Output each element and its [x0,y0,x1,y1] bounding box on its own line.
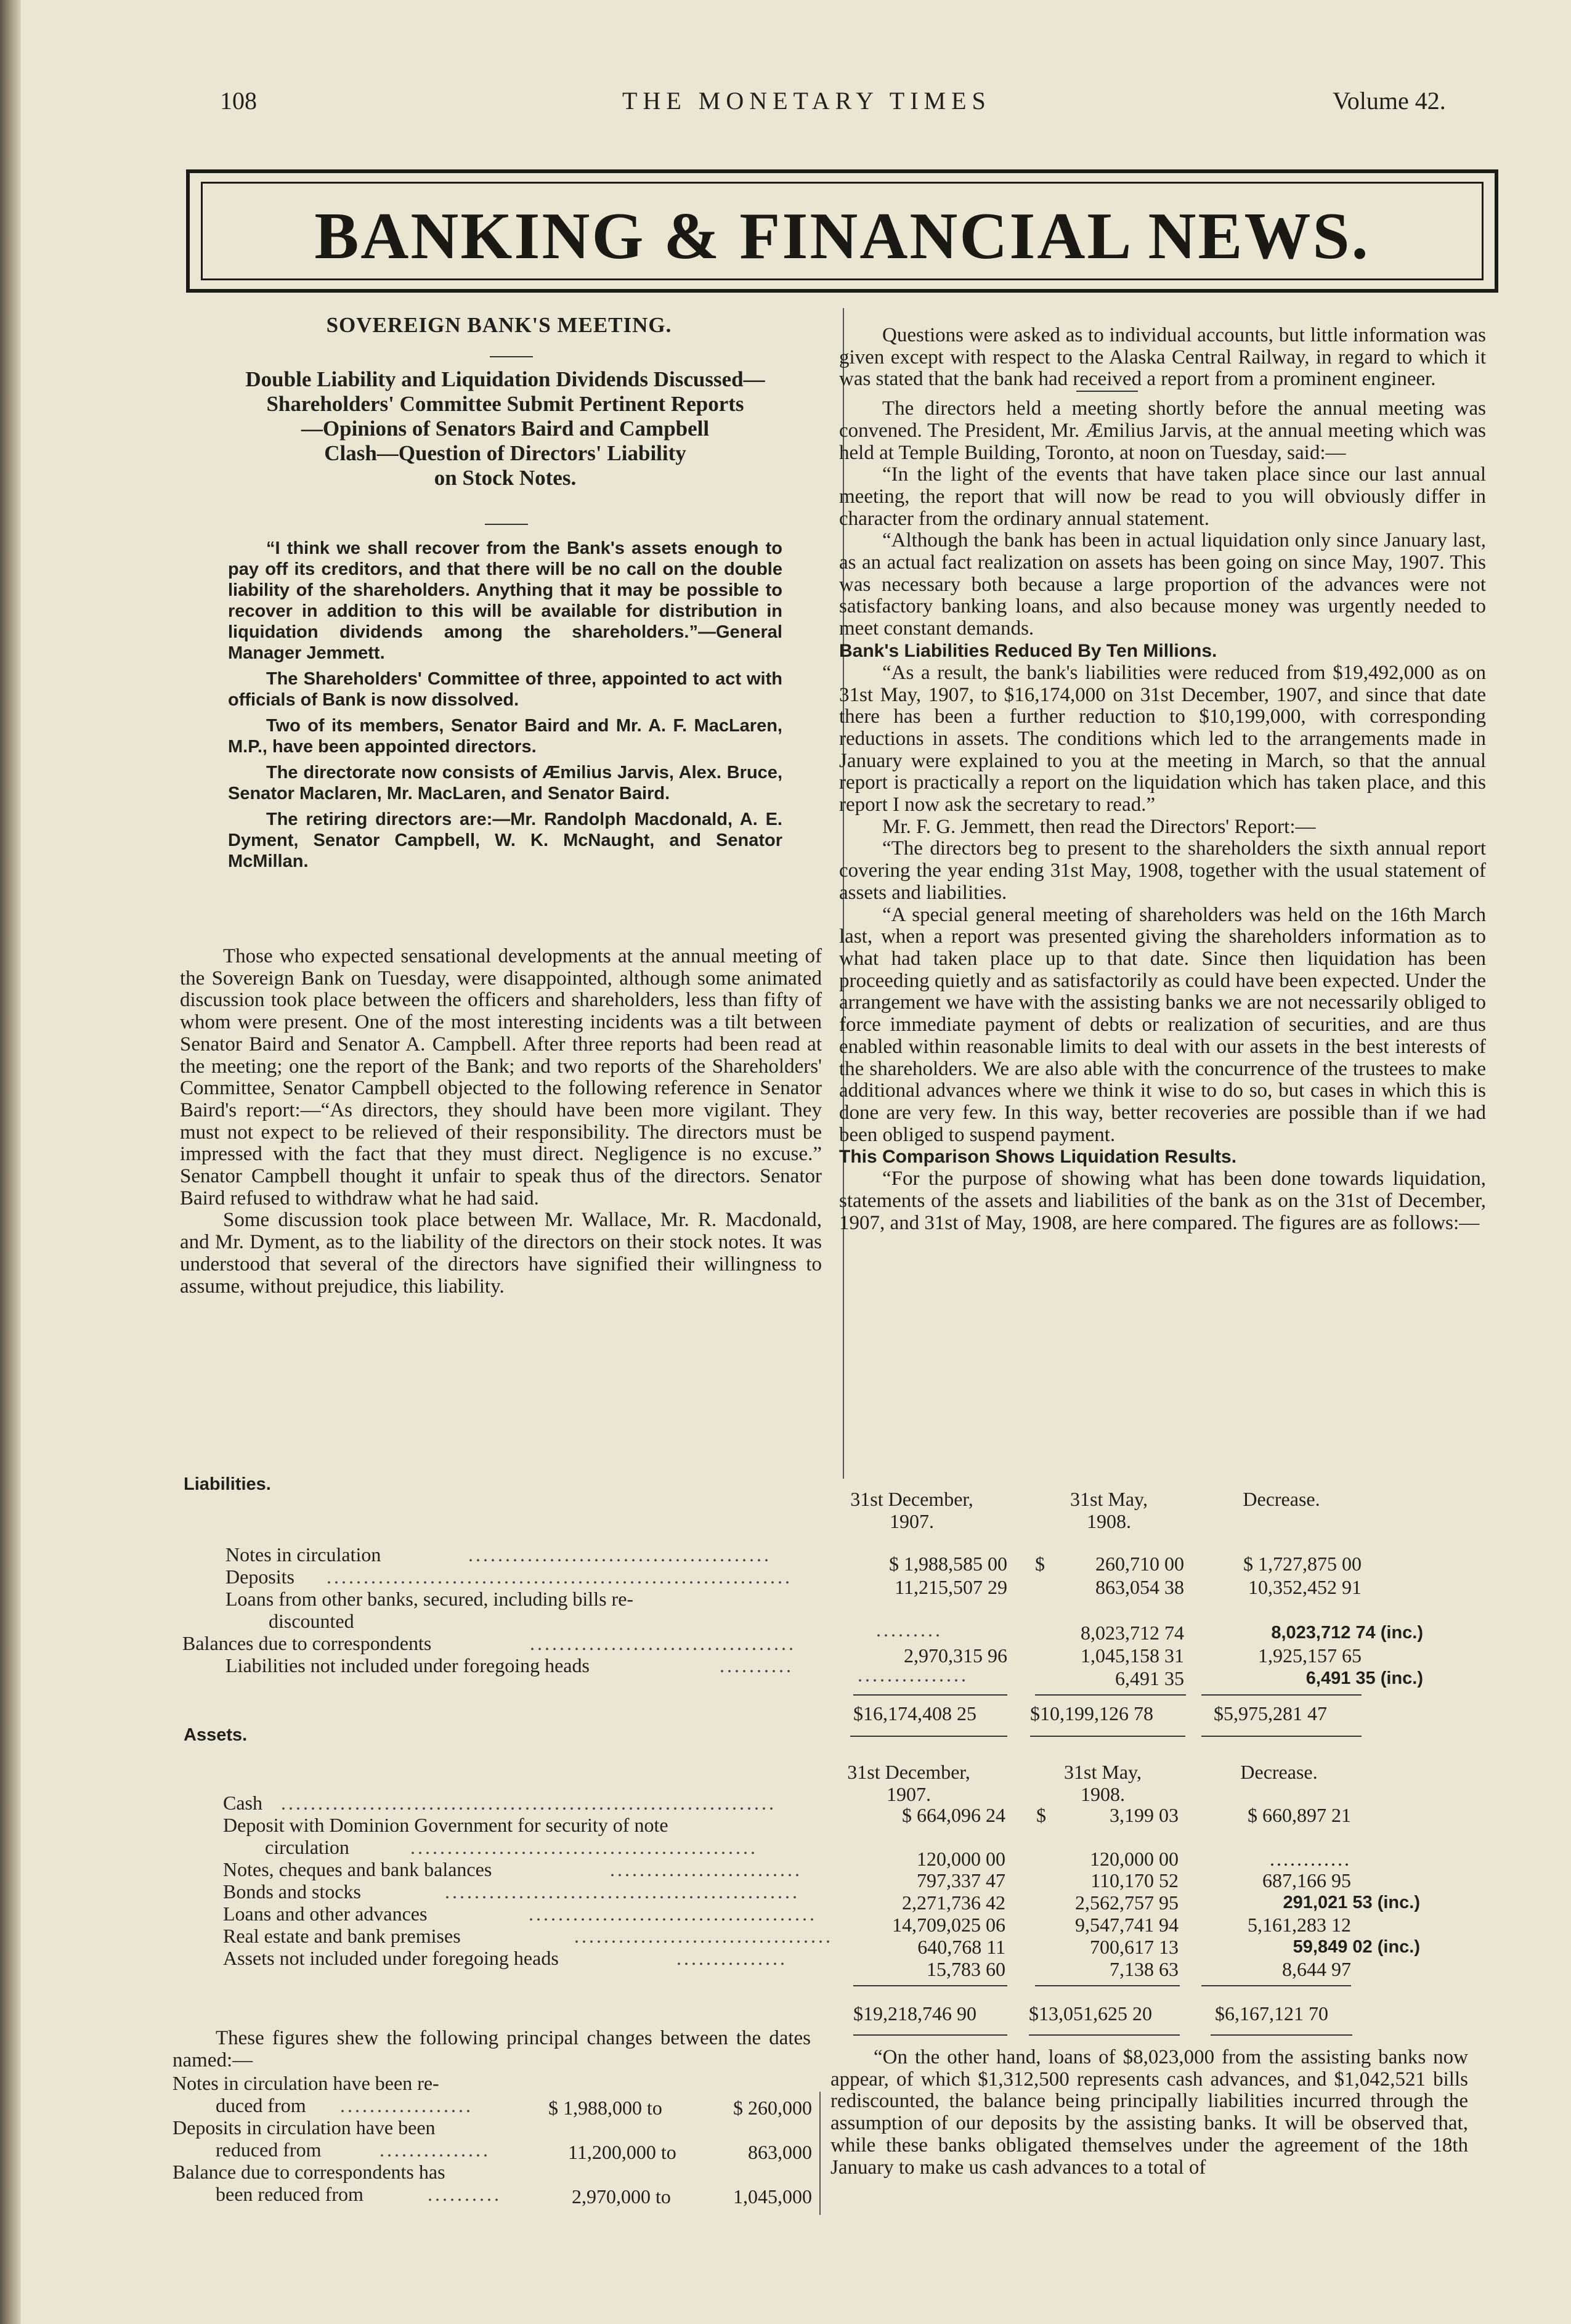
asset-decrease-inc: 291,021 53 (inc.) [1283,1893,1420,1912]
change-label: Balance due to correspondents has [173,2161,445,2183]
total-rule [1030,1736,1185,1737]
liab-total-decrease: $5,975,281 47 [1214,1702,1327,1725]
asset-label: Assets not included under foregoing heads [223,1947,559,1969]
paragraph: Questions were asked as to individual accounts, but little information was given except with respect to the Alaska Central Railway, in regard to which it was stated that the bank had received a report from a prominent engineer. [839,324,1486,391]
publication-name: THE MONETARY TIMES [622,87,991,115]
total-rule [853,1985,1007,1986]
asset-may1908: 700,617 13 [1090,1936,1179,1958]
liability-label: Liabilities not included under foregoing heads [225,1654,590,1676]
asset-may1908: 9,547,741 94 [1075,1914,1179,1936]
asset-may1908: 7,138 63 [1110,1958,1179,1980]
total-rule [853,2034,1007,2036]
liab-dec1907: 11,215,507 29 [895,1576,1007,1598]
total-rule [1211,2034,1352,2036]
liab-decrease-inc: 8,023,712 74 (inc.) [1271,1623,1423,1643]
leader-dots: ......................................... [468,1543,771,1566]
subheadline-rule [485,524,528,525]
asset-label: Loans and other advances [223,1903,428,1925]
subheadline-line: Double Liability and Liquidation Dividends Discussed— [245,367,765,391]
right-body-top [839,325,1486,1234]
liabilities-heading: Liabilities. [184,1474,271,1494]
change-label: Notes in circulation have been re- [173,2072,439,2094]
asset-decrease: ............ [1270,1848,1351,1870]
asset-label: Real estate and bank premises [223,1925,461,1947]
total-rule [850,1736,1007,1737]
total-rule [1035,1985,1180,1986]
total-rule [1035,1694,1186,1696]
asset-label: Notes, cheques and bank balances [223,1858,492,1880]
col-header-may-1908: 31st May, 1908. [1064,1761,1142,1805]
col-header-dec-1907: 31st December, 1907. [850,1488,973,1532]
summary-quote: “I think we shall recover from the Bank's assets enough to pay off its creditors, and that there will be no call on the double liability of the shareholders. Anything that it may be possible to recover in addition to this will be available for distribution in liquidation dividends among the shareholders.”—General Manager Jemmett. [228,538,782,663]
liab-dec1907: 2,970,315 96 [904,1644,1007,1667]
column-rule-lower [819,2092,821,2215]
change-from: 2,970,000 to [572,2185,671,2208]
paragraph: Those who expected sensational developments at the annual meeting of the Sovereign Bank on Tuesday, were disappointed, although some animated discussion took place between the officers and shareholders, less than fifty of whom were present. One of the most interesting incidents was a tilt between Senator Baird and Senator A. Campbell. After three reports had been read at the meeting; one the report of the Bank; and two reports of the Shareholders' Committee, Senator Campbell objected to the following reference in Senator Baird's report:—“As directors, they should have been more vigilant. They must not expect to be relieved of their responsibility. The directors must be impressed with the fact that they must direct. Negligence is no excuse.” Senator Campbell thought it unfair to speak thus of the directors. Senator Baird refused to withdraw what he had said. [180,945,822,1209]
page-number: 108 [220,87,257,115]
change-to: 863,000 [748,2141,812,2163]
asset-decrease-inc: 59,849 02 (inc.) [1293,1937,1420,1957]
leader-dots: .......... [428,2183,501,2205]
liability-label: Loans from other banks, secured, including bills re- [225,1588,634,1610]
summary-item: The Shareholders' Committee of three, appointed to act with officials of Bank is now dissolved. [228,669,782,710]
total-rule [1029,2034,1180,2036]
section-banner [186,169,1498,293]
leader-dots: ....................................... [529,1903,817,1925]
col-header-decrease: Decrease. [1240,1761,1318,1783]
liab-dec1907: $ 1,988,585 00 [889,1553,1007,1575]
volume-number: Volume 42. [1333,87,1446,115]
asset-total-may1908: $13,051,625 20 [1029,2002,1152,2025]
total-rule [1201,1694,1362,1696]
article-title: SOVEREIGN BANK'S MEETING. [326,313,672,337]
liability-label: discounted [269,1610,354,1632]
asset-label: Deposit with Dominion Government for security of note [223,1814,668,1836]
asset-label: Cash [223,1792,262,1814]
leader-dots: ............................................... [410,1836,758,1858]
change-label: Deposits in circulation have been [173,2116,436,2139]
subheadline-line: Clash—Question of Directors' Liability [324,441,686,465]
asset-decrease: 5,161,283 12 [1248,1914,1351,1936]
paragraph: Mr. F. G. Jemmett, then read the Directors' Report:— [882,815,1316,838]
summary-item: The retiring directors are:—Mr. Randolph Macdonald, A. E. Dyment, Senator Campbell, W. K. McNaught, and Senator McMillan. [228,810,782,871]
leader-dots: ............... [676,1947,787,1969]
leader-dots: ................................................................... [281,1792,776,1814]
liab-may1908: 1,045,158 31 [1081,1644,1184,1667]
subheading-comparison: This Comparison Shows Liquidation Results. [839,1147,1237,1168]
paragraph: “The directors beg to present to the shareholders the sixth annual report covering the year ending 31st May, 1908, together with the usual statement of assets and liabilities. [839,837,1486,904]
liab-decrease: 1,925,157 65 [1258,1644,1362,1667]
asset-dec1907: 797,337 47 [917,1869,1005,1891]
liability-label: Notes in circulation [225,1543,381,1566]
left-body [180,946,822,1298]
leader-dots: ......... [876,1619,943,1641]
banner-title: BANKING & FINANCIAL NEWS. [314,200,1370,273]
separator-rule [1076,391,1138,392]
subheadline-line: —Opinions of Senators Baird and Campbell [301,416,710,441]
change-from: $ 1,988,000 to [548,2097,662,2119]
liab-may1908: 8,023,712 74 [1081,1622,1184,1644]
asset-decrease: $ 660,897 21 [1248,1804,1351,1826]
title-rule [490,356,533,357]
change-label: reduced from [216,2139,322,2161]
leader-dots: .......... [720,1654,794,1676]
asset-may1908: 2,562,757 95 [1075,1891,1179,1914]
col-header-decrease: Decrease. [1243,1488,1320,1510]
paragraph: Some discussion took place between Mr. Wallace, Mr. R. Macdonald, and Mr. Dyment, as to the liability of the directors on their stock notes. It was understood that several of the directors have signified their willingness to assume, without prejudice, this liability. [180,1209,822,1298]
asset-dec1907: 640,768 11 [917,1936,1005,1958]
leader-dots: ............................................................... [327,1566,792,1588]
asset-decrease: 687,166 95 [1262,1869,1351,1891]
change-to: $ 260,000 [733,2097,812,2119]
paragraph: “For the purpose of showing what has been done towards liquidation, statements of the assets and liabilities of the bank as on the 31st of December, 1907, and 31st of May, 1908, are here compared. The figures are as follows:— [839,1168,1486,1234]
assets-heading: Assets. [184,1725,248,1745]
subheading-reduced: Bank's Liabilities Reduced By Ten Millions. [839,640,1217,661]
asset-label: circulation [265,1836,349,1858]
asset-total-dec1907: $19,218,746 90 [853,2002,976,2025]
paragraph: “As a result, the bank's liabilities were reduced from $19,492,000 as on 31st May, 1907, to $16,174,000 on 31st December, 1907, and since that date there has been a further reduction to $10,199,000, with corresponding reductions in assets. The conditions which led to the arrangements made in January were explained to you at the meeting in March, so that the annual report is practically a report on the liquidation which has taken place, and this report I now ask the secretary to read.” [839,661,1486,816]
subheadline-line: on Stock Notes. [434,466,577,490]
col-header-may-1908: 31st May, 1908. [1070,1488,1148,1532]
total-rule [853,1694,1007,1696]
asset-total-decrease: $6,167,121 70 [1215,2002,1328,2025]
summary-item: Two of its members, Senator Baird and Mr. A. F. MacLaren, M.P., have been appointed directors. [228,716,782,757]
asset-may1908: 120,000 00 [1090,1848,1179,1870]
asset-dec1907: $ 664,096 24 [902,1804,1005,1826]
paragraph: “In the light of the events that have taken place since our last annual meeting, the report that will now be read to you will obviously differ in character from the ordinary annual statement. [839,463,1486,530]
asset-dec1907: 120,000 00 [917,1848,1005,1870]
asset-may1908: 110,170 52 [1090,1869,1179,1891]
summary-item: The directorate now consists of Æmilius Jarvis, Alex. Bruce, Senator Maclaren, Mr. MacLaren, and Senator Baird. [228,763,782,803]
change-to: 1,045,000 [733,2185,812,2208]
paragraph: The directors held a meeting shortly before the annual meeting was convened. The President, Mr. Æmilius Jarvis, at the annual meeting which was held at Temple Building, Toronto, at noon on Tuesday, said:— [839,397,1486,464]
leader-dots: .......................... [610,1858,802,1880]
paragraph: “Although the bank has been in actual liquidation only since January last, as an actual fact realization on assets has been going on since May, 1907. This was necessary both because a large proportion of the advances were not satisfactory banking loans, and also because money was urgently needed to meet constant demands. [839,529,1486,640]
col-header-dec-1907: 31st December, 1907. [847,1761,970,1805]
asset-label: Bonds and stocks [223,1880,361,1903]
liability-label: Deposits [225,1566,294,1588]
paragraph: “A special general meeting of shareholders was held on the 16th March last, when a report was presented giving the shareholders information as to what had taken place up to that date. Since then liquidation has been proceeding quietly and as satisfactorily as could have been expected. Under the arrangement we have with the assisting banks we are not necessarily obliged to force immediate payment of debts or realization of securities, and are thus enabled within reasonable limits to deal with our assets in the best interests of the shareholders. We are also able with the concurrence of the trustees to make additional advances where we think it wise to do so, but cases in which this is done are very few. In this way, better recoveries are possible than if we had been obliged to suspend payment. [839,903,1486,1146]
liab-may1908: 260,710 00 [1095,1553,1184,1575]
asset-dec1907: 2,271,736 42 [902,1891,1005,1914]
asset-dec1907: 14,709,025 06 [892,1914,1005,1936]
liab-may1908: 6,491 35 [1115,1667,1184,1689]
leader-dots: ................................... [574,1925,833,1947]
asset-dec1907: 15,783 60 [927,1958,1005,1980]
article-summary [228,538,782,877]
leader-dots: ............... [380,2139,490,2161]
leader-dots: .................. [340,2094,473,2116]
liab-dollar: $ [1035,1553,1045,1575]
subheadline-line: Shareholders' Committee Submit Pertinent Reports [266,392,744,416]
liab-total-may1908: $10,199,126 78 [1030,1702,1153,1725]
liab-decrease: 10,352,452 91 [1248,1576,1362,1598]
asset-dollar: $ [1036,1804,1046,1826]
total-rule [1201,1736,1362,1737]
leader-dots: ............... [858,1664,968,1686]
changes-intro: These figures shew the following principal changes between the dates named:— [173,2027,811,2071]
book-binding-shadow [0,0,21,2324]
liab-may1908: 863,054 38 [1095,1576,1184,1598]
closing-paragraph: “On the other hand, loans of $8,023,000 from the assisting banks now appear, of which $1,312,500 represents cash advances, and $1,042,521 bills rediscounted, the balance being principally liabilities incurred through the assumption of our deposits by the assisting banks. It will be observed that, while these banks obligated themselves under the agreement of the 18th January to make us cash advances to a total of [830,2046,1468,2179]
liab-decrease: $ 1,727,875 00 [1243,1553,1362,1575]
change-label: been reduced from [216,2183,363,2205]
asset-decrease: 8,644 97 [1282,1958,1351,1980]
liab-decrease-inc: 6,491 35 (inc.) [1305,1668,1423,1688]
total-rule [1201,1985,1351,1986]
liab-total-dec1907: $16,174,408 25 [853,1702,976,1725]
change-label: duced from [216,2094,306,2116]
leader-dots: ................................................ [445,1880,800,1903]
change-from: 11,200,000 to [568,2141,676,2163]
leader-dots: .................................... [530,1632,796,1654]
subheadline [179,367,832,490]
asset-may1908: 3,199 03 [1110,1804,1179,1826]
liability-label: Balances due to correspondents [182,1632,432,1654]
